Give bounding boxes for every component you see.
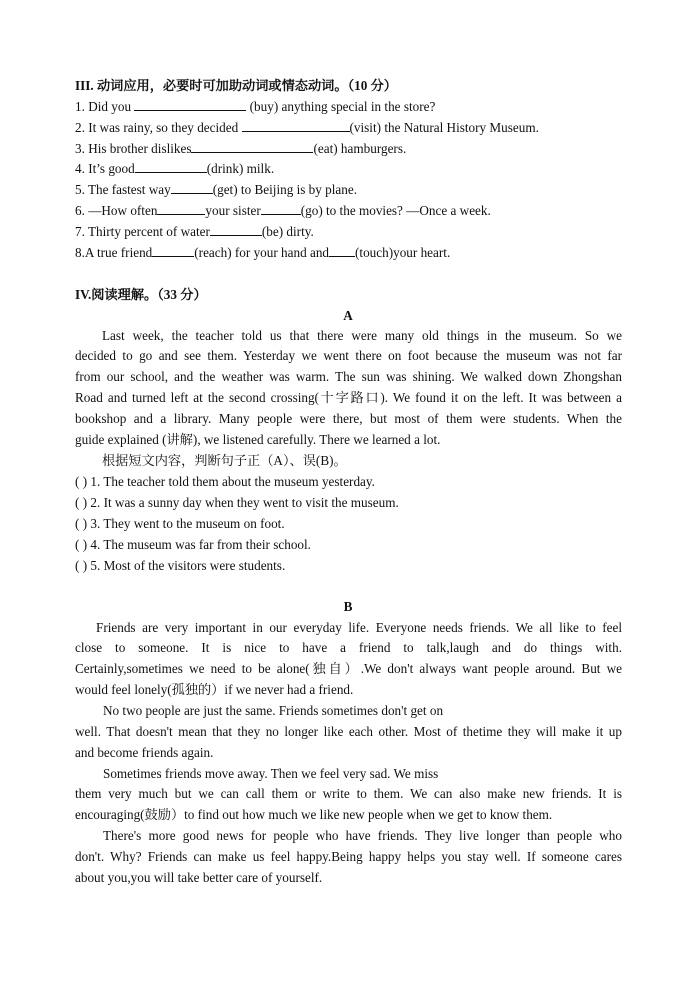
passage-b-line: about you,you will take better care of yourself. [75, 870, 323, 885]
passage-b-line: them very much but we can call them or write to them. We can also make new friends. It is [75, 786, 622, 801]
passage-a-line: guide explained (讲解), we listened carefully. There we learned a lot. [75, 432, 441, 447]
answer-blank[interactable] [134, 98, 246, 111]
answer-blank[interactable] [210, 223, 262, 236]
passage-b-line: close to someone. It is nice to have a friend to talk,laugh and do things with. [75, 640, 622, 655]
passage-a-line: Road and turned left at the second crossing(十字路口). We found it on the left. It was between a [75, 390, 622, 405]
passage-b-line: Friends are very important in our everyday life. Everyone needs friends. We all like to feel [96, 620, 622, 635]
judge-question-4[interactable]: ( ) 4. The museum was far from their school. [75, 537, 311, 552]
passage-b-line: and become friends again. [75, 745, 214, 760]
passage-b-line: No two people are just the same. Friends sometimes don't get on [103, 703, 444, 718]
answer-blank[interactable] [261, 202, 301, 215]
passage-b-line: Certainly,sometimes we need to be alone(独自）.We don't always want people around. But we [75, 661, 622, 676]
exercise-item-1: 1. Did you (buy) anything special in the store? [75, 99, 436, 114]
section-3-title: III. 动词应用，必要时可加助动词或情态动词。（10 分） [75, 78, 397, 93]
judge-question-2[interactable]: ( ) 2. It was a sunny day when they went to visit the museum. [75, 495, 399, 510]
answer-blank[interactable] [157, 202, 205, 215]
judge-question-1[interactable]: ( ) 1. The teacher told them about the museum yesterday. [75, 474, 375, 489]
exercise-item-7: 7. Thirty percent of water (be) dirty. [75, 224, 314, 239]
answer-blank[interactable] [135, 160, 207, 173]
answer-blank[interactable] [329, 244, 355, 257]
judge-question-5[interactable]: ( ) 5. Most of the visitors were students. [75, 558, 286, 573]
passage-b-line: don't. Why? Friends can make us feel happy.Being happy helps you stay well. If someone cares [75, 849, 622, 864]
passage-b-line: well. That doesn't mean that they no longer like each other. Most of thetime they will make it up [75, 724, 622, 739]
passage-a-line: decided to go and see them. Yesterday we went there on foot because the museum was not far [75, 348, 622, 363]
passage-b-line: There's more good news for people who have friends. They live longer than people who [103, 828, 622, 843]
answer-blank[interactable] [191, 140, 313, 153]
answer-blank[interactable] [171, 181, 213, 194]
passage-b-line: Sometimes friends move away. Then we feel very sad. We miss [103, 766, 439, 781]
exercise-item-5: 5. The fastest way (get) to Beijing is by plane. [75, 182, 358, 197]
exercise-item-3: 3. His brother dislikes (eat) hamburgers. [75, 141, 407, 156]
passage-b-line: encouraging(鼓励）to find out how much we like new people when we get to know them. [75, 807, 553, 822]
judge-question-3[interactable]: ( ) 3. They went to the museum on foot. [75, 516, 285, 531]
passage-a-line: Last week, the teacher told us that there were many old things in the museum. So we [102, 328, 622, 343]
section-4-title: IV.阅读理解。（33 分） [75, 287, 207, 302]
passage-a-heading: A [343, 308, 353, 323]
passage-a-line: from our school, and the weather was warm. The sun was shining. We walked down Zhongshan [75, 369, 622, 384]
exercise-item-2: 2. It was rainy, so they decided (visit) the Natural History Museum. [75, 120, 539, 135]
passage-b-line: would feel lonely(孤独的）if we never had a friend. [75, 682, 354, 697]
answer-blank[interactable] [152, 244, 194, 257]
exercise-item-8: 8.A true friend (reach) for your hand and (touch)your heart. [75, 245, 451, 260]
exercise-item-4: 4. It’s good (drink) milk. [75, 161, 275, 176]
exercise-item-6: 6. —How often your sister (go) to the movies? —Once a week. [75, 203, 491, 218]
judge-instruction: 根据短文内容，判断句子正（A）、误(B)。 [102, 453, 347, 468]
answer-blank[interactable] [242, 119, 350, 132]
passage-b-heading: B [343, 599, 353, 614]
passage-a-line: bookshop and a library. Many people were there, but most of them were students. When the [75, 411, 622, 426]
